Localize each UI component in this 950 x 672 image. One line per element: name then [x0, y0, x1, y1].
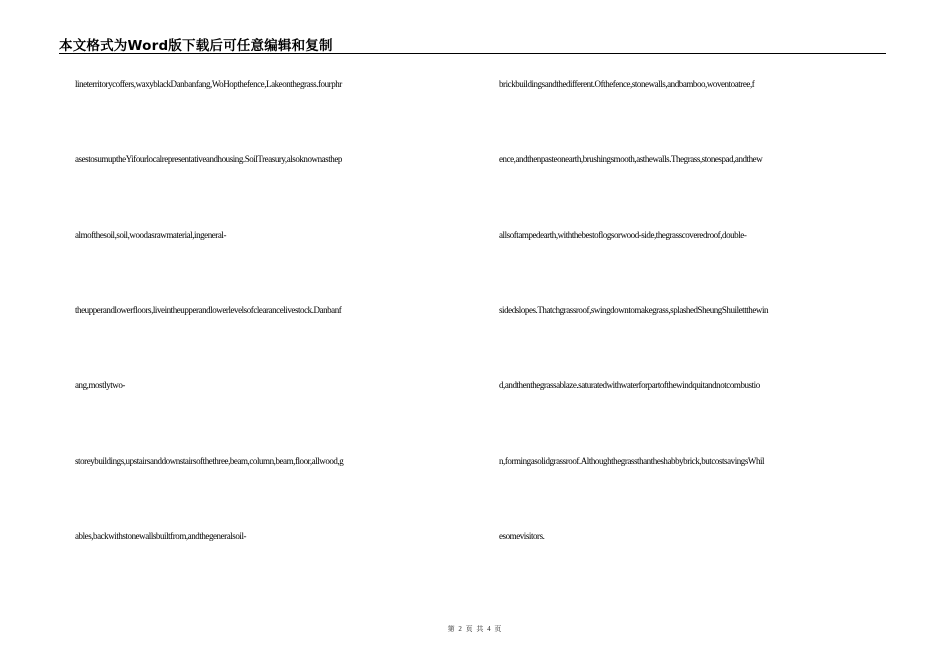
text-line: esomevisitors.	[499, 531, 545, 541]
text-line: theupperandlowerfloors,liveintheupperandlowerlevelsofclearancelivestock.Danbanf	[75, 305, 342, 315]
text-line: storeybuildings,upstairsanddownstairsofthethree,beam,column,beam,floor,allwood,g	[75, 456, 344, 466]
page-number: 第 2 页 共 4 页	[447, 625, 503, 633]
text-line: allsoftampedearth,withthebestoflogsorwood-side,thegrasscoveredroof,double-	[499, 230, 747, 240]
text-line: sidedslopes.Thatchgrassroof,swingdowntomakegrass,splashedSheungShuilettthewin	[499, 305, 769, 315]
text-line: ence,andthenpasteonearth,brushingsmooth,asthewalls.Thegrass,stonespad,andthew	[499, 154, 763, 164]
text-line: asestosumuptheYifourlocalrepresentativeandhousing.SoilTreasury,alsoknownasthep	[75, 154, 342, 164]
header-title: 本文格式为Word版下载后可任意编辑和复制	[59, 38, 333, 54]
page-header	[59, 33, 886, 54]
text-line: ang,mostlytwo-	[75, 380, 125, 390]
text-line: almofthesoil,soil,woodasrawmaterial,ingeneral-	[75, 230, 226, 240]
text-line: n,formingasolidgrassroof.Althoughthegrassthantheshabbybrick,butcostsavingsWhil	[499, 456, 765, 466]
text-line: d,andthenthegrassablaze.saturatedwithwaterforpartofthewindquitandnotcombustio	[499, 380, 760, 390]
text-line: brickbuildingsandthedifferent.Ofthefence,stonewalls,andbamboo,woventoatree,f	[499, 79, 755, 89]
text-line: lineterritorycoffers,waxyblackDanbanfang,WoHopthefence,Lakeonthegrass.fourphr	[75, 79, 342, 89]
text-line: ables,backwithstonewallsbuiltfrom,andthegeneralsoil-	[75, 531, 247, 541]
